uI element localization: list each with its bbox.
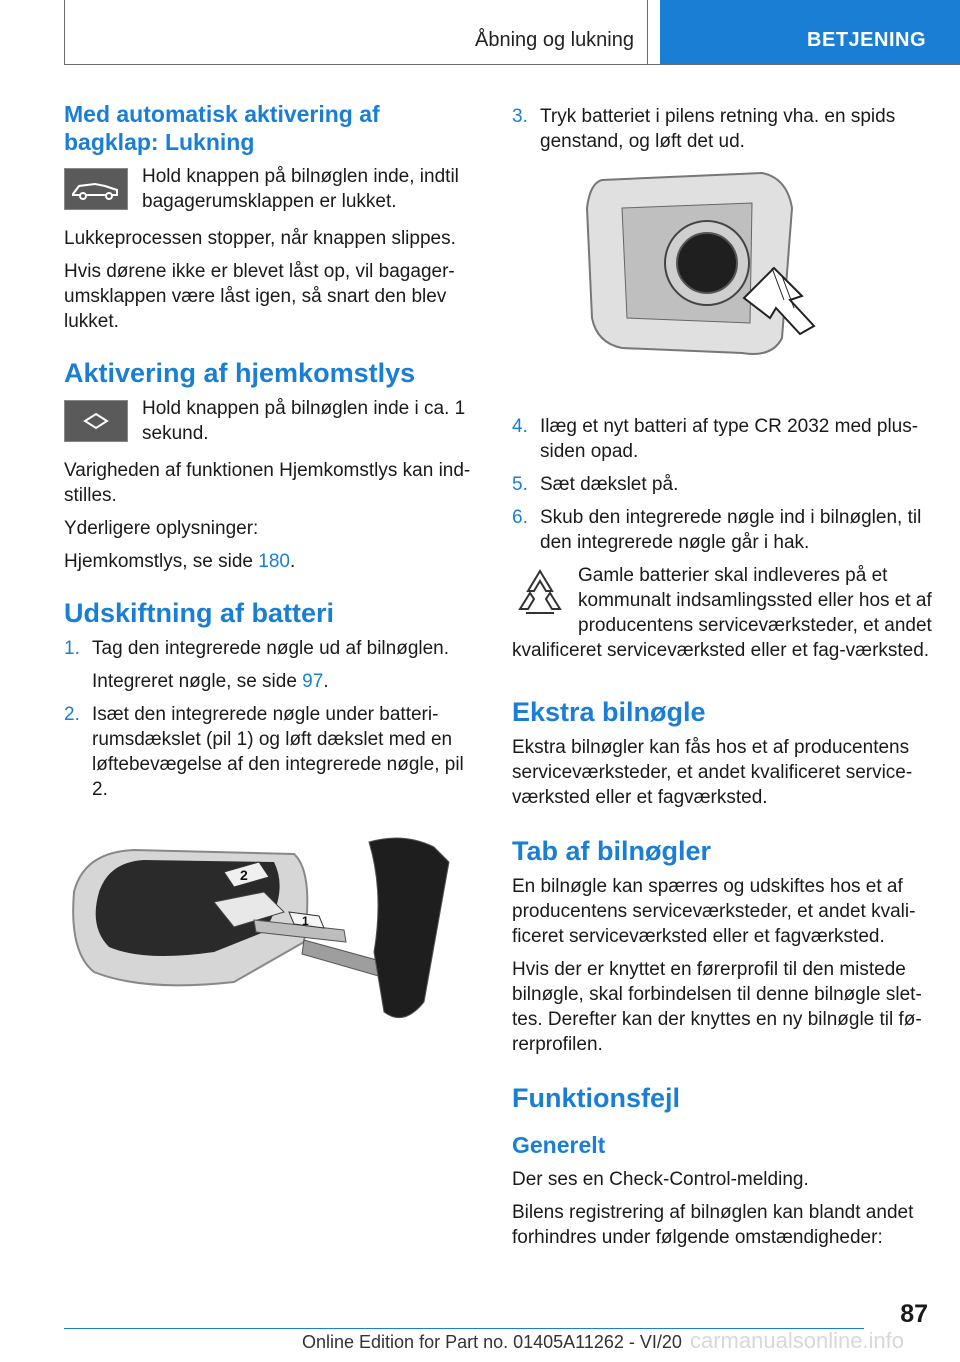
section-title: Åbning og lukning	[474, 29, 634, 51]
malfunction-p2: Bilens registrering af bilnøglen kan blandt andet forhindres under følgende omstændigheder:	[512, 1202, 914, 1248]
home-lights-instruction-text: Hold knappen på bilnøglen inde i ca. 1 sekund.	[142, 398, 466, 444]
page-link-180[interactable]: 180	[258, 551, 290, 572]
tailgate-p1: Lukkeprocessen stopper, når knappen slippes.	[64, 228, 456, 249]
page-link-97[interactable]: 97	[302, 671, 324, 692]
page-number: 87	[900, 1300, 928, 1328]
svg-text:2: 2	[240, 867, 248, 883]
lost-key-p1: En bilnøgle kan spærres og udskiftes hos et af producentens serviceværksteder, et andet kvali-ficeret serviceværksted eller et fagværksted.	[512, 876, 916, 947]
step-text: Sæt dækslet på.	[540, 474, 679, 495]
step-number: 1.	[64, 638, 80, 659]
step1-note-text: Integreret nøgle, se side	[92, 671, 303, 692]
tailgate-instruction-text: Hold knappen på bilnøglen inde, indtil bagagerumsklappen er lukket.	[142, 166, 459, 212]
home-lights-p2: Yderligere oplysninger:	[64, 518, 259, 539]
step-text: Isæt den integrerede nøgle under batteri-rumsdækslet (pil 1) og løft dækslet med en løftebevægelse af den integrerede nøgle, pil 2.	[92, 704, 464, 800]
step-text: Tryk batteriet i pilens retning vha. en spids genstand, og løft det ud.	[540, 106, 896, 152]
tab-betjening[interactable]	[660, 0, 960, 64]
list-item	[512, 505, 932, 555]
battery-steps	[64, 636, 474, 661]
recycle-note	[512, 563, 932, 663]
home-lights-p3	[64, 549, 474, 574]
home-lights-p3-end: .	[289, 551, 296, 572]
step-text: Ilæg et nyt batteri af type CR 2032 med plus-siden opad.	[540, 416, 919, 462]
extra-key-text: Ekstra bilnøgler kan fås hos et af producentens serviceværksteder, et andet kvalificeret service-værksted eller et fagværksted.	[512, 737, 913, 808]
home-lights-p1: Varigheden af funktionen Hjemkomstlys kan ind-stilles.	[64, 460, 471, 506]
key-fob-illustration	[64, 832, 474, 1032]
battery-steps-right-2	[512, 414, 932, 555]
battery-steps-cont	[64, 702, 474, 802]
malfunction-p1: Der ses en Check-Control-melding.	[512, 1169, 809, 1190]
watermark: carmanualsonline.info	[690, 1328, 905, 1353]
lost-key-p2: Hvis der er knyttet en førerprofil til den mistede bilnøgle, skal forbindelsen til denne bilnøgle slet-tes. Derefter kan der knyttes en ny bilnøgle til fø-rerprofilen.	[512, 959, 922, 1055]
step-text: Skub den integrerede nøgle ind i bilnøglen, til den integrerede nøgle går i hak.	[540, 507, 922, 553]
edition-text: Online Edition for Part no. 01405A11262 - VI/20	[302, 1332, 682, 1352]
step1-note	[64, 669, 474, 694]
tailgate-p2: Hvis dørene ikke er blevet låst op, vil bagager-umsklappen være låst igen, så snart den blev lukket.	[64, 261, 455, 332]
header-divider	[64, 64, 960, 65]
car-tailgate-icon	[64, 168, 128, 210]
tab-label: BETJENING	[807, 29, 926, 51]
step-text: Tag den integrerede nøgle ud af bilnøglen.	[92, 638, 450, 659]
recycle-text: Gamle batterier skal indleveres på et kommunalt indsamlingssted eller hos et af producentens serviceværksteder, et andet kvalificeret serviceværksted eller et fag-værksted.	[512, 565, 932, 661]
diamond-button-icon	[64, 400, 128, 442]
battery-steps-right	[512, 104, 932, 154]
malfunction-heading: Funktionsfejl	[512, 1083, 680, 1113]
step-number: 4.	[512, 416, 528, 437]
right-column	[512, 104, 932, 1258]
list-item	[512, 472, 932, 497]
extra-key-heading: Ekstra bilnøgle	[512, 697, 706, 727]
step-number: 3.	[512, 106, 528, 127]
recycle-icon	[512, 565, 568, 621]
step-number: 2.	[64, 704, 80, 725]
list-item	[64, 636, 474, 661]
battery-compartment-illustration	[512, 168, 932, 390]
home-lights-heading: Aktivering af hjemkomstlys	[64, 358, 416, 388]
svg-text:1: 1	[302, 914, 309, 928]
step-number: 6.	[512, 507, 528, 528]
home-lights-p3-text: Hjemkomstlys, se side	[64, 551, 259, 572]
general-subheading: Generelt	[512, 1132, 606, 1158]
step1-note-end: .	[323, 671, 329, 692]
list-item	[512, 104, 932, 154]
step-number: 5.	[512, 474, 528, 495]
home-lights-instruction	[64, 396, 474, 446]
auto-tailgate-heading: Med automatisk aktivering af bagklap: Lukning	[64, 101, 380, 155]
list-item	[512, 414, 932, 464]
left-column	[64, 100, 474, 1032]
tailgate-instruction	[64, 164, 474, 214]
battery-heading: Udskiftning af batteri	[64, 598, 335, 628]
list-item	[64, 702, 474, 802]
lost-key-heading: Tab af bilnøgler	[512, 836, 712, 866]
